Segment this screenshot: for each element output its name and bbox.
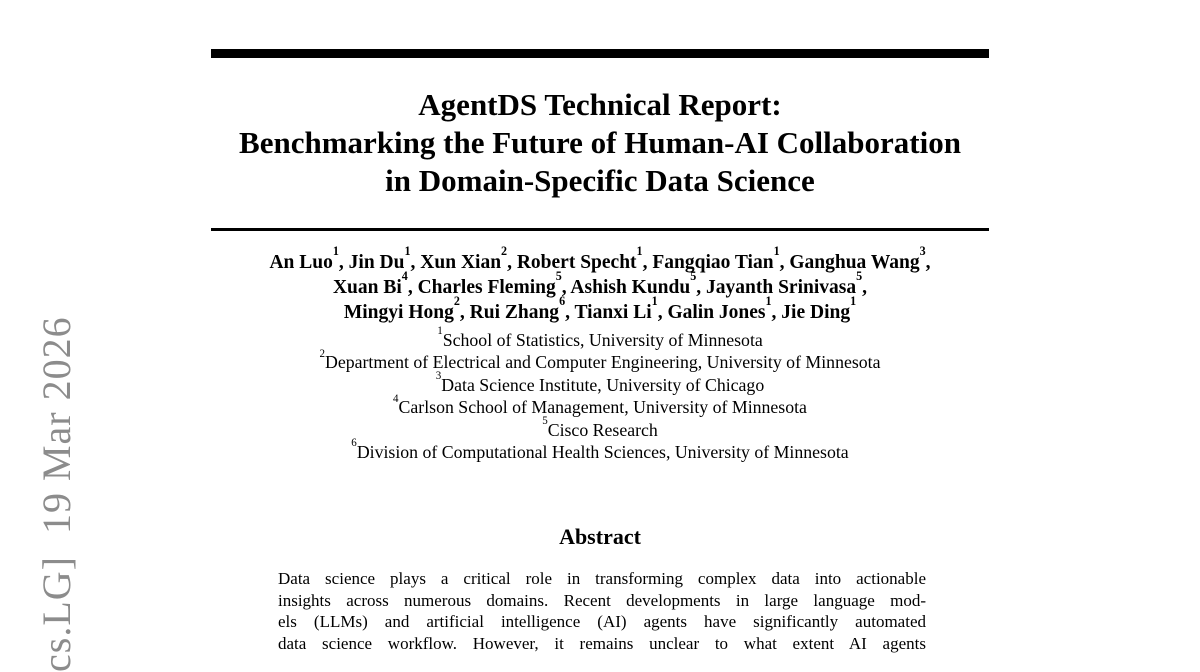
author-superscript: 5 [690, 269, 697, 284]
abstract-heading: Abstract [559, 524, 641, 549]
affiliation-text: Department of Electrical and Computer Engineering, University of Minnesota [325, 352, 881, 373]
affiliation-line [211, 437, 989, 463]
affiliation-superscript: 5 [542, 415, 548, 428]
affiliation-superscript: 3 [435, 370, 442, 383]
abstract-line: Data science plays a critical role in transforming complex data into actionable [278, 569, 926, 588]
author-superscript: 2 [501, 244, 508, 259]
abstract-line: insights across numerous domains. Recent developments in large language mod- [278, 590, 926, 610]
paper-title [211, 86, 989, 200]
author-superscript: 1 [636, 244, 643, 259]
title-line: AgentDS Technical Report: [418, 87, 782, 122]
author-superscript: 1 [332, 244, 339, 259]
affiliations-block [211, 325, 989, 463]
title-line: in Domain-Specific Data Science [385, 163, 815, 198]
title-line: Benchmarking the Future of Human-AI Collaboration [239, 125, 961, 160]
author-superscript: 4 [401, 269, 408, 284]
affiliation-superscript: 6 [351, 437, 357, 450]
abstract-line: els (LLMs) and artificial intelligence (AI) agents have significantly automated [278, 612, 926, 631]
affiliation-line [211, 415, 989, 441]
affiliation-superscript: 1 [437, 325, 443, 338]
author-superscript: 1 [765, 294, 772, 309]
authors-block [211, 244, 989, 325]
affiliation-superscript: 4 [393, 392, 399, 405]
author-superscript: 5 [856, 269, 863, 284]
author-line: Mingyi Hong$^2$, Rui Zhang$^6$, Tianxi Li$^1$, Galin Jones$^1$, Jie Ding$^1$ [343, 294, 857, 323]
affiliation-text: Cisco Research [547, 419, 658, 440]
author-superscript: 5 [555, 269, 562, 284]
affiliation-line [211, 325, 989, 351]
author-superscript: 1 [773, 244, 780, 259]
author-superscript: 2 [453, 294, 460, 309]
affiliation-text: School of Statistics, University of Minnesota [442, 330, 763, 350]
abstract-line: data science workflow. However, it remains unclear to what extent AI agents [278, 633, 926, 653]
author-superscript: 1 [404, 244, 411, 259]
top-rule [211, 49, 989, 58]
abstract-text [278, 568, 926, 654]
affiliation-superscript: 2 [319, 347, 325, 360]
author-line: Xuan Bi$^4$, Charles Fleming$^5$, Ashish Kundu$^5$, Jayanth Srinivasa$^5$, [332, 269, 868, 298]
author-superscript: 1 [850, 294, 857, 309]
affiliation-text: Division of Computational Health Sciences, University of Minnesota [356, 442, 849, 463]
title-separator-rule [211, 228, 989, 231]
author-superscript: 1 [651, 294, 658, 309]
arxiv-watermark: cs.LG] 19 Mar 2026 [34, 316, 79, 672]
affiliation-line [211, 347, 989, 373]
affiliation-line [211, 392, 989, 418]
author-line: An Luo$^1$, Jin Du$^1$, Xun Xian$^2$, Robert Specht$^1$, Fangqiao Tian$^1$, Ganghua Wang$^3$, [269, 244, 931, 273]
affiliation-line [211, 370, 989, 396]
author-superscript: 6 [559, 294, 566, 309]
affiliation-text: Carlson School of Management, University of Minnesota [398, 397, 807, 418]
affiliation-text: Data Science Institute, University of Chicago [441, 374, 765, 395]
author-superscript: 3 [919, 244, 926, 259]
